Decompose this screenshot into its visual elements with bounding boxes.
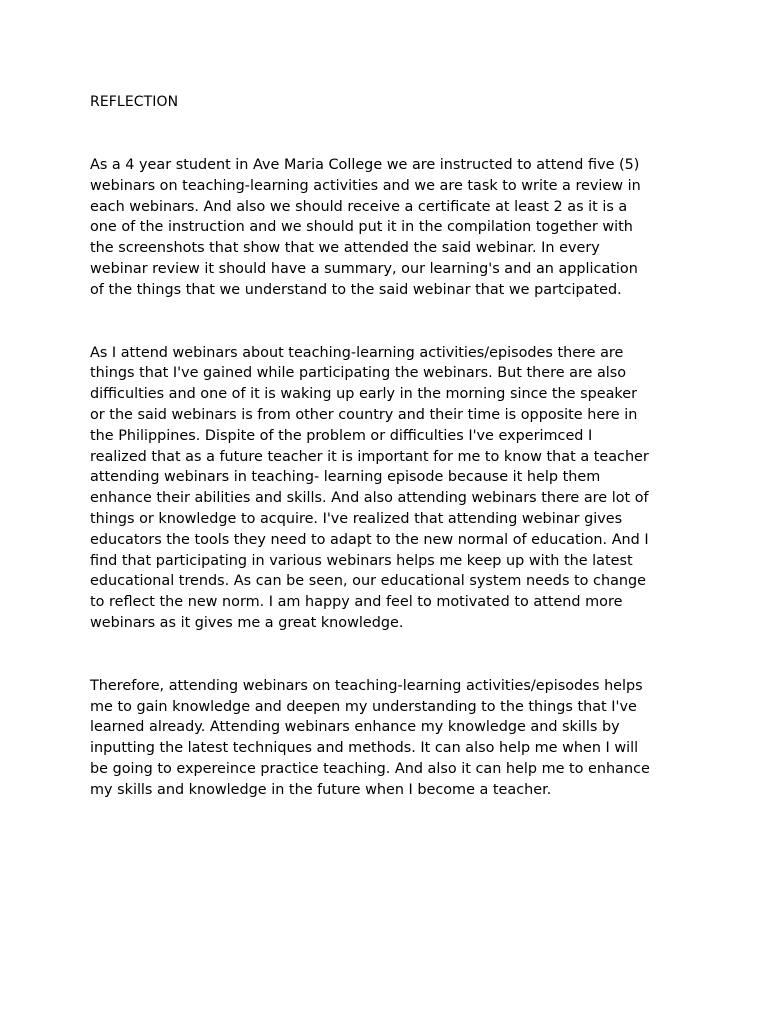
paragraph-body: [90, 343, 686, 634]
text-line: find that participating in various webinars helps me keep up with the latest: [90, 552, 633, 569]
text-line: As a 4 year student in Ave Maria College we are instructed to attend five (5): [90, 157, 640, 173]
text-line: things that I've gained while participating the webinars. But there are also: [90, 365, 627, 382]
text-line: webinars as it gives me a great knowledge.: [90, 614, 404, 631]
text-line: learned already. Attending webinars enhance my knowledge and skills by: [90, 719, 620, 736]
text-line: educational trends. As can be seen, our educational system needs to change: [90, 573, 646, 590]
document-page: [90, 92, 686, 843]
text-line: one of the instruction and we should put it in the compilation together with: [90, 219, 633, 236]
text-line: difficulties and one of it is waking up early in the morning since the speaker: [90, 386, 637, 403]
text-line: realized that as a future teacher it is important for me to know that a teacher: [90, 448, 649, 465]
paragraph-conclusion: [90, 676, 686, 801]
text-line: inputting the latest techniques and methods. It can also help me when I will: [90, 740, 639, 757]
text-line: As I attend webinars about teaching-learning activities/episodes there are: [90, 344, 624, 361]
text-line: educators the tools they need to adapt to the new normal of education. And I: [90, 531, 649, 548]
text-line: Therefore, attending webinars on teaching-learning activities/episodes helps: [90, 677, 643, 694]
text-line: attending webinars in teaching- learning episode because it help them: [90, 469, 601, 486]
text-line: webinar review it should have a summary, our learning's and an application: [90, 260, 638, 277]
text-line: the screenshots that show that we attended the said webinar. In every: [90, 240, 600, 257]
text-line: of the things that we understand to the said webinar that we partcipated.: [90, 281, 622, 298]
text-line: be going to expereince practice teaching. And also it can help me to enhance: [90, 760, 650, 777]
paragraph-intro: [90, 155, 686, 301]
text-line: each webinars. And also we should receive a certificate at least 2 as it is a: [90, 198, 628, 215]
text-line: me to gain knowledge and deepen my understanding to the things that I've: [90, 698, 637, 715]
text-line: things or knowledge to acquire. I've realized that attending webinar gives: [90, 510, 623, 527]
text-line: to reflect the new norm. I am happy and feel to motivated to attend more: [90, 594, 623, 611]
text-line: enhance their abilities and skills. And also attending webinars there are lot of: [90, 490, 649, 507]
text-line: webinars on teaching-learning activities and we are task to write a review in: [90, 177, 641, 194]
text-line: my skills and knowledge in the future when I become a teacher.: [90, 781, 552, 798]
text-line: the Philippines. Dispite of the problem or difficulties I've experimced I: [90, 427, 593, 444]
text-line: or the said webinars is from other country and their time is opposite here in: [90, 406, 638, 423]
document-title: REFLECTION: [90, 94, 179, 110]
